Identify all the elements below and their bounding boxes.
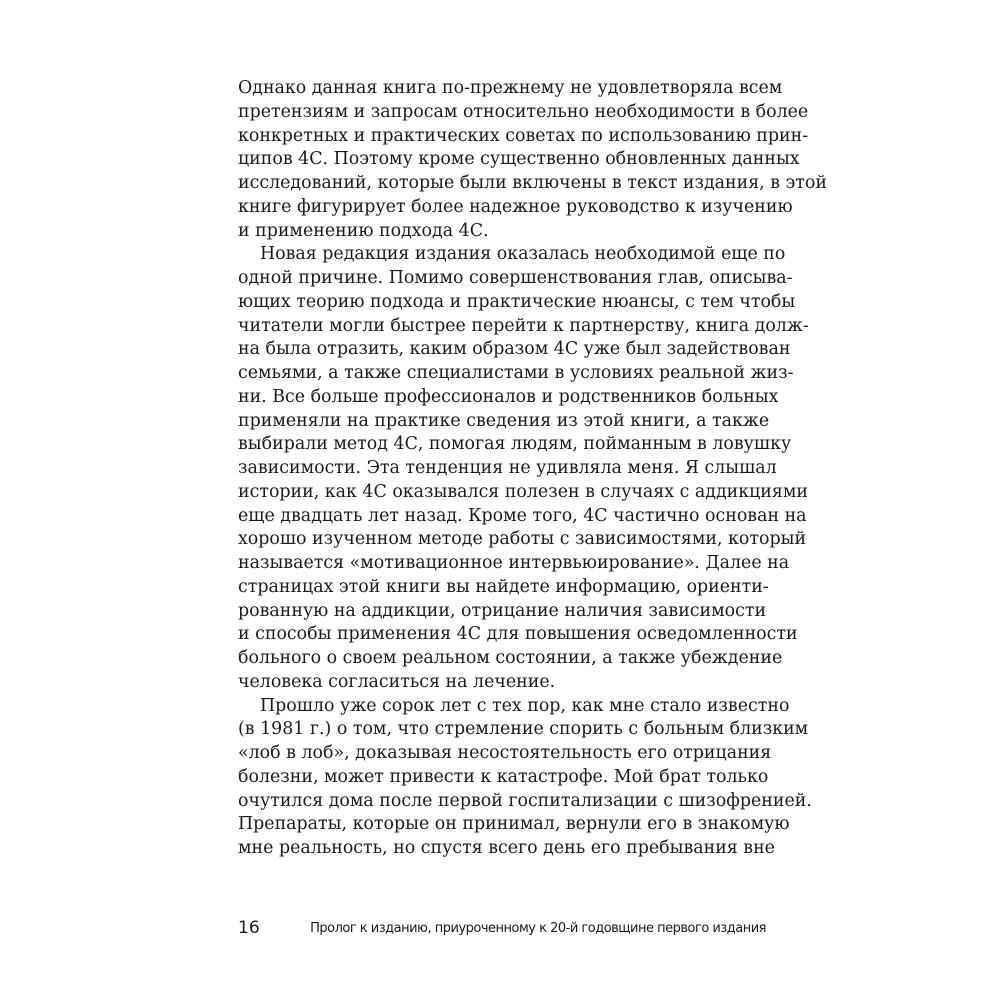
text-line: истории, как 4С оказывался полезен в случаях с аддикциями: [238, 481, 808, 502]
page-footer: [238, 916, 766, 940]
text-line: выбирали метод 4С, помогая людям, пойманным в ловушку: [238, 434, 792, 455]
text-line: ющих теорию подхода и практические нюансы, с тем чтобы: [238, 291, 796, 312]
text-line: болезни, может привести к катастрофе. Мой брат только: [238, 766, 769, 787]
text-line: зависимости. Эта тенденция не удивляла меня. Я слышал: [238, 458, 777, 478]
text-line: и применению подхода 4С.: [238, 220, 489, 241]
text-line: исследований, которые были включены в текст издания, в этой: [238, 173, 827, 193]
text-line: называется «мотивационное интервьюирование». Далее на: [238, 553, 790, 573]
text-line: Препараты, которые он принимал, вернули его в знакомую: [238, 814, 790, 835]
text-line: и способы применения 4С для повышения осведомленности: [238, 624, 798, 645]
text-line: конкретных и практических советах по использованию прин-: [238, 125, 809, 146]
text-line: Новая редакция издания оказалась необходимой еще по: [260, 244, 786, 265]
text-line: больного о своем реальном состоянии, а также убеждение: [238, 648, 783, 668]
text-line: (в 1981 г.) о том, что стремление спорить с больным близким: [238, 719, 809, 740]
text-line: страницах этой книги вы найдете информацию, ориенти-: [238, 576, 769, 597]
text-line: еще двадцать лет назад. Кроме того, 4С частично основан на: [238, 505, 807, 526]
page-number: 16: [238, 918, 260, 938]
text-line: применяли на практике сведения из этой книги, а также: [238, 410, 770, 431]
text-line: претензиям и запросам относительно необходимости в более: [238, 101, 809, 122]
text-line: человека согласиться на лечение.: [238, 671, 556, 692]
text-line: на была отразить, каким образом 4С уже был задействован: [238, 339, 791, 360]
text-line: мне реальность, но спустя всего день его пребывания вне: [238, 838, 775, 858]
text-line: читатели могли быстрее перейти к партнерству, книга долж-: [238, 315, 809, 336]
text-line: семьями, а также специалистами в условиях реальной жиз-: [238, 363, 794, 383]
text-line: одной причине. Помимо совершенствования глав, описыва-: [238, 268, 793, 288]
body-text: [238, 77, 827, 861]
running-title: Пролог к изданию, приуроченному к 20-й годовщине первого издания: [310, 921, 766, 936]
text-line: «лоб в лоб», доказывая несостоятельность его отрицания: [238, 743, 772, 763]
text-line: Прошло уже сорок лет с тех пор, как мне стало известно: [260, 695, 790, 716]
text-line: хорошо изученном методе работы с зависимостями, который: [238, 529, 807, 550]
text-line: Однако данная книга по-прежнему не удовлетворяла всем: [238, 78, 783, 98]
text-line: очутился дома после первой госпитализации с шизофренией.: [238, 790, 812, 811]
text-line: рованную на аддикции, отрицание наличия зависимости: [238, 600, 767, 621]
text-line: ни. Все больше профессионалов и родственников больных: [238, 386, 779, 407]
text-line: книге фигурирует более надежное руководство к изучению: [238, 196, 793, 217]
text-line: ципов 4С. Поэтому кроме существенно обновленных данных: [238, 149, 800, 170]
